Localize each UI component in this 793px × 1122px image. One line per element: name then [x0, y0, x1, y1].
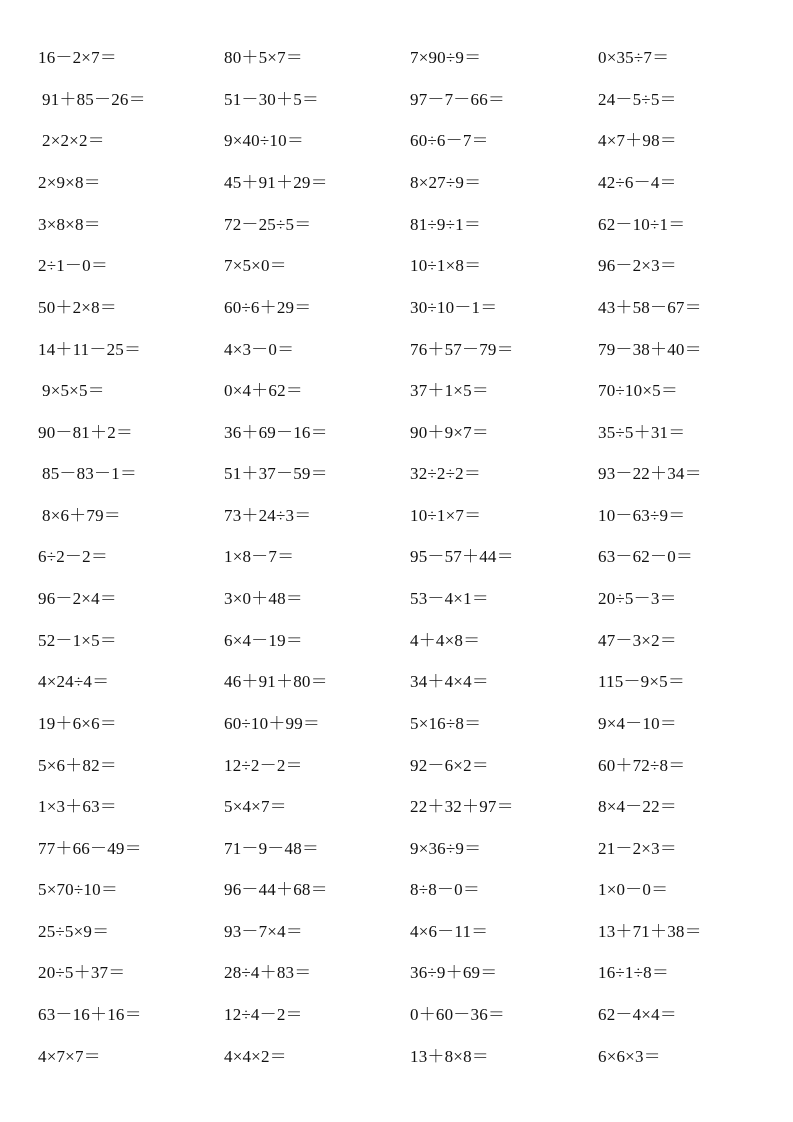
problem-cell: 4×6－11＝	[410, 922, 489, 941]
problem-cell: 4×3－0＝	[224, 340, 295, 359]
problem-cell: 60÷6＋29＝	[224, 298, 312, 317]
problem-cell: 1×0－0＝	[598, 880, 669, 899]
problem-cell: 91＋85－26＝	[42, 90, 146, 109]
problem-cell: 9×5×5＝	[42, 381, 105, 400]
problem-row	[0, 587, 793, 611]
problem-cell: 93－7×4＝	[224, 922, 303, 941]
problem-cell: 5×6＋82＝	[38, 756, 117, 775]
problem-cell: 60÷10＋99＝	[224, 714, 321, 733]
problem-cell: 60÷6－7＝	[410, 131, 489, 150]
problem-cell: 51＋37－59＝	[224, 464, 328, 483]
problem-cell: 12÷4－2＝	[224, 1005, 303, 1024]
problem-row	[0, 213, 793, 237]
problem-cell: 6×4－19＝	[224, 631, 303, 650]
problem-cell: 50＋2×8＝	[38, 298, 117, 317]
problem-cell: 47－3×2＝	[598, 631, 677, 650]
problem-row	[0, 545, 793, 569]
problem-row	[0, 462, 793, 486]
problem-cell: 8×4－22＝	[598, 797, 677, 816]
problem-cell: 45＋91＋29＝	[224, 173, 328, 192]
problem-cell: 97－7－66＝	[410, 90, 506, 109]
problem-row	[0, 920, 793, 944]
problem-cell: 13＋71＋38＝	[598, 922, 702, 941]
problem-cell: 10－63÷9＝	[598, 506, 686, 525]
problem-cell: 4×24÷4＝	[38, 672, 110, 691]
problem-cell: 63－16＋16＝	[38, 1005, 142, 1024]
problem-row	[0, 878, 793, 902]
problem-cell: 0×4＋62＝	[224, 381, 303, 400]
problem-cell: 10÷1×8＝	[410, 256, 482, 275]
problem-cell: 46＋91＋80＝	[224, 672, 328, 691]
problem-cell: 92－6×2＝	[410, 756, 489, 775]
problem-cell: 16－2×7＝	[38, 48, 117, 67]
problem-cell: 51－30＋5＝	[224, 90, 320, 109]
problem-row	[0, 254, 793, 278]
problem-cell: 8÷8－0＝	[410, 880, 481, 899]
problem-cell: 19＋6×6＝	[38, 714, 117, 733]
problem-cell: 71－9－48＝	[224, 839, 320, 858]
problem-cell: 53－4×1＝	[410, 589, 489, 608]
problem-cell: 90－81＋2＝	[38, 423, 134, 442]
problem-cell: 1×3＋63＝	[38, 797, 117, 816]
problem-row	[0, 961, 793, 985]
problem-cell: 4×4×2＝	[224, 1047, 287, 1066]
problem-cell: 79－38＋40＝	[598, 340, 702, 359]
problem-cell: 5×16÷8＝	[410, 714, 482, 733]
problem-cell: 6×6×3＝	[598, 1047, 661, 1066]
problem-row	[0, 670, 793, 694]
problem-cell: 13＋8×8＝	[410, 1047, 489, 1066]
problem-cell: 8×6＋79＝	[42, 506, 121, 525]
problem-cell: 5×70÷10＝	[38, 880, 119, 899]
problem-cell: 76＋57－79＝	[410, 340, 514, 359]
problem-cell: 80＋5×7＝	[224, 48, 303, 67]
problem-cell: 21－2×3＝	[598, 839, 677, 858]
problem-cell: 115－9×5＝	[598, 672, 686, 691]
problem-cell: 7×5×0＝	[224, 256, 287, 275]
problem-cell: 73＋24÷3＝	[224, 506, 312, 525]
problem-cell: 22＋32＋97＝	[410, 797, 514, 816]
problem-cell: 32÷2÷2＝	[410, 464, 482, 483]
problem-cell: 96－44＋68＝	[224, 880, 328, 899]
problem-cell: 43＋58－67＝	[598, 298, 702, 317]
problem-cell: 62－10÷1＝	[598, 215, 686, 234]
problem-row	[0, 504, 793, 528]
problem-cell: 70÷10×5＝	[598, 381, 679, 400]
problem-row	[0, 46, 793, 70]
problem-cell: 7×90÷9＝	[410, 48, 482, 67]
problem-cell: 2×2×2＝	[42, 131, 105, 150]
problem-row	[0, 754, 793, 778]
problem-cell: 8×27÷9＝	[410, 173, 482, 192]
problem-cell: 0＋60－36＝	[410, 1005, 506, 1024]
problem-cell: 3×8×8＝	[38, 215, 101, 234]
problem-cell: 9×40÷10＝	[224, 131, 305, 150]
problem-cell: 6÷2－2＝	[38, 547, 109, 566]
problem-row	[0, 338, 793, 362]
problem-cell: 0×35÷7＝	[598, 48, 670, 67]
problem-row	[0, 379, 793, 403]
problem-row	[0, 837, 793, 861]
problem-cell: 20÷5＋37＝	[38, 963, 126, 982]
problem-cell: 4×7×7＝	[38, 1047, 101, 1066]
problem-cell: 4＋4×8＝	[410, 631, 481, 650]
problem-cell: 16÷1÷8＝	[598, 963, 670, 982]
problem-row	[0, 1045, 793, 1069]
problem-cell: 95－57＋44＝	[410, 547, 514, 566]
problem-cell: 5×4×7＝	[224, 797, 287, 816]
problem-cell: 77＋66－49＝	[38, 839, 142, 858]
problem-cell: 9×36÷9＝	[410, 839, 482, 858]
problem-cell: 3×0＋48＝	[224, 589, 303, 608]
problem-cell: 36＋69－16＝	[224, 423, 328, 442]
problem-cell: 85－83－1＝	[42, 464, 138, 483]
problem-cell: 90＋9×7＝	[410, 423, 489, 442]
problem-cell: 34＋4×4＝	[410, 672, 489, 691]
problem-cell: 81÷9÷1＝	[410, 215, 482, 234]
problem-cell: 4×7＋98＝	[598, 131, 677, 150]
problem-row	[0, 1003, 793, 1027]
problem-cell: 52－1×5＝	[38, 631, 117, 650]
problem-cell: 42÷6－4＝	[598, 173, 677, 192]
problem-row	[0, 171, 793, 195]
problem-cell: 63－62－0＝	[598, 547, 694, 566]
problem-row	[0, 795, 793, 819]
problem-cell: 72－25÷5＝	[224, 215, 312, 234]
problem-cell: 1×8－7＝	[224, 547, 295, 566]
problem-cell: 2×9×8＝	[38, 173, 101, 192]
problem-cell: 37＋1×5＝	[410, 381, 489, 400]
problem-cell: 28÷4＋83＝	[224, 963, 312, 982]
problem-row	[0, 88, 793, 112]
problem-row	[0, 296, 793, 320]
problem-cell: 93－22＋34＝	[598, 464, 702, 483]
problem-cell: 2÷1－0＝	[38, 256, 109, 275]
problem-cell: 36÷9＋69＝	[410, 963, 498, 982]
problem-cell: 10÷1×7＝	[410, 506, 482, 525]
problem-row	[0, 712, 793, 736]
problem-cell: 62－4×4＝	[598, 1005, 677, 1024]
problem-cell: 96－2×4＝	[38, 589, 117, 608]
problem-cell: 35÷5＋31＝	[598, 423, 686, 442]
problem-cell: 12÷2－2＝	[224, 756, 303, 775]
problem-cell: 96－2×3＝	[598, 256, 677, 275]
problem-cell: 25÷5×9＝	[38, 922, 110, 941]
problem-cell: 30÷10－1＝	[410, 298, 498, 317]
problem-row	[0, 421, 793, 445]
problem-cell: 24－5÷5＝	[598, 90, 677, 109]
problem-cell: 20÷5－3＝	[598, 589, 677, 608]
problem-cell: 9×4－10＝	[598, 714, 677, 733]
problem-row	[0, 629, 793, 653]
problem-row	[0, 129, 793, 153]
problem-cell: 14＋11－25＝	[38, 340, 142, 359]
problem-cell: 60＋72÷8＝	[598, 756, 686, 775]
